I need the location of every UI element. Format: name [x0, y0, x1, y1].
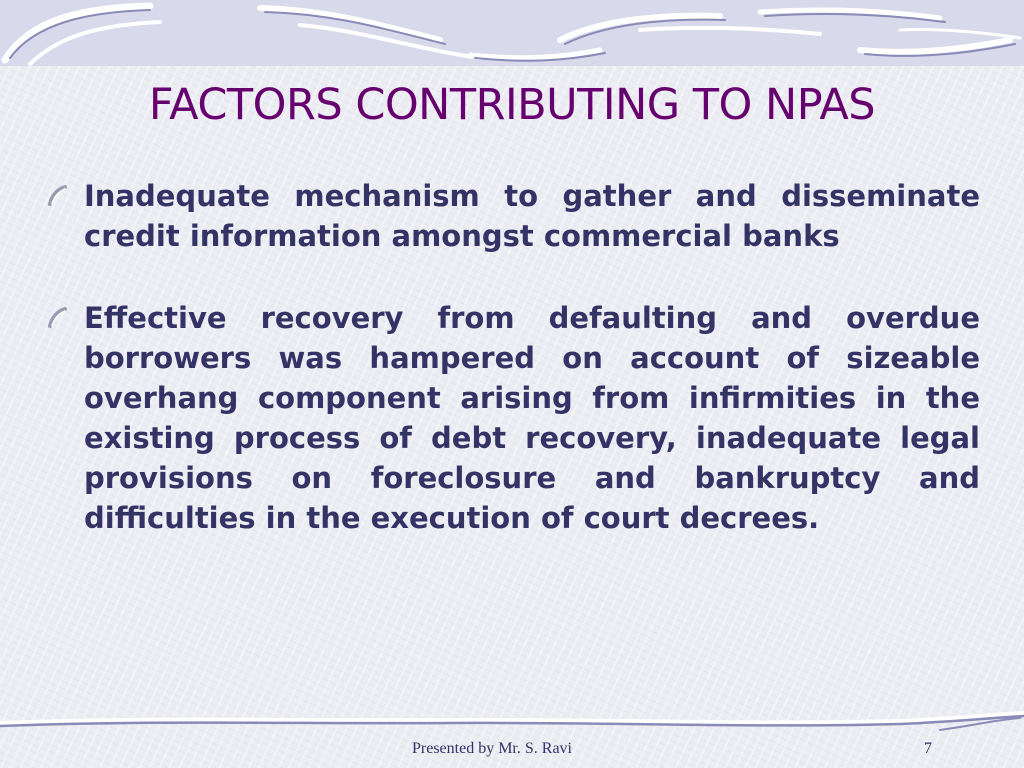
bullet-item: [44, 176, 980, 256]
footer-presenter: Presented by Mr. S. Ravi: [412, 740, 572, 757]
bullet-text: Inadequate mechanism to gather and disseminate credit information amongst commercial banks: [84, 179, 980, 253]
page-number: 7: [924, 740, 932, 757]
slide-title: FACTORS CONTRIBUTING TO NPAS: [148, 80, 876, 130]
decorative-top-band: [0, 0, 1024, 66]
decorative-bottom-line: [0, 708, 1024, 738]
swirl-bullet-icon: [46, 184, 68, 206]
bullet-text: Effective recovery from defaulting and overdue borrowers was hampered on account of sizeable overhang component arising from infirmities in the existing process of debt recovery, inadequate legal provisions on foreclosure and bankruptcy and difficulties in the execution of court decrees.: [84, 301, 980, 535]
bullet-list: [44, 176, 980, 580]
bullet-item: [44, 298, 980, 538]
swirl-bullet-icon: [46, 306, 68, 328]
